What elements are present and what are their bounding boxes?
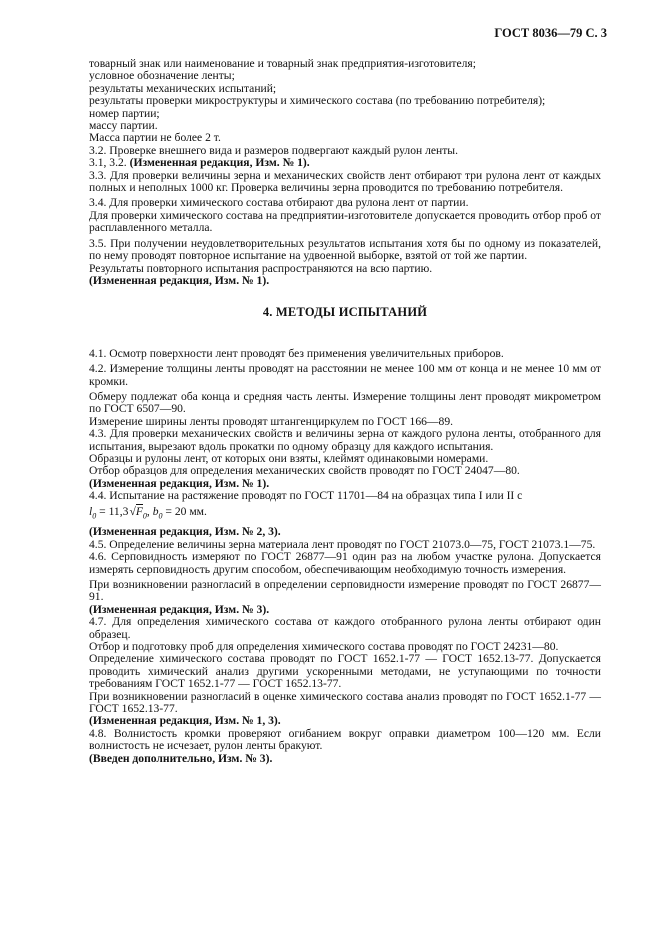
- edit-note-4-6: (Измененная редакция, Изм. № 3).: [89, 602, 270, 616]
- edit-note-4-7: (Измененная редакция, Изм. № 1, 3).: [89, 714, 281, 728]
- line-designation: условное обозначение ленты;: [89, 69, 235, 83]
- paragraph-4-7-c: Определение химического состава проводят по ГОСТ 1652.1-77 — ГОСТ 1652.13-77. Допускается проводить химический анализ другими ускоренными методами, не уступающими по точности требованиям ГОСТ 1652.1-77 — ГОСТ 1652.13-77.: [89, 652, 601, 691]
- edit-note: (Измененная редакция, Изм. № 1).: [129, 156, 310, 170]
- paragraph-4-3: 4.3. Для проверки механических свойств и величины зерна от каждого рулона ленты, отобранного для испытания, вырезают вдоль прокатки по одному образцу для каждого испытания.: [89, 427, 601, 453]
- formula-b: b: [152, 504, 159, 518]
- page-header: ГОСТ 8036—79 С. 3: [494, 26, 607, 40]
- page-body: [89, 58, 601, 765]
- edit-note-1: (Измененная редакция, Изм. № 1).: [89, 273, 270, 287]
- formula-sep: ,: [146, 504, 153, 518]
- paragraph-3-2: 3.2. Проверке внешнего вида и размеров подвергают каждый рулон ленты.: [89, 143, 458, 157]
- formula-b-sub: 0: [158, 510, 163, 520]
- paragraph-4-3-c: Отбор образцов для определения механических свойств проводят по ГОСТ 24047—80.: [89, 464, 520, 478]
- line-batch-number: номер партии;: [89, 106, 160, 120]
- paragraph-4-6-b: При возникновении разногласий в определении серповидности измерение проводят по ГОСТ 26877—91.: [89, 577, 601, 604]
- paragraph-3-1-edit: [89, 157, 601, 169]
- paragraph-3-5-b: Результаты повторного испытания распространяются на всю партию.: [89, 261, 433, 275]
- line-mech-results: результаты механических испытаний;: [89, 81, 277, 95]
- specimen-formula: [89, 506, 601, 523]
- formula-eq2: = 20 мм.: [162, 504, 207, 518]
- paragraph-4-7-d: При возникновении разногласий в оценке химического состава анализ проводят по ГОСТ 1652.1-77 — ГОСТ 1652.13-77.: [89, 689, 601, 715]
- line-trademark: товарный знак или наименование и товарный знак предприятия-изготовителя;: [89, 57, 476, 70]
- formula-l-sub: 0: [92, 510, 97, 520]
- edit-note-4-4: (Измененная редакция, Изм. № 2, 3).: [89, 525, 281, 539]
- paragraph-4-3-b: Образцы и рулоны лент, от которых они взяты, клеймят одинаковыми номерами.: [89, 451, 489, 465]
- paragraph-4-7-b: Отбор и подготовку проб для определения химического состава проводят по ГОСТ 24231—80.: [89, 639, 559, 653]
- line-microstructure: результаты проверки микроструктуры и химического состава (по требованию потребителя);: [89, 94, 546, 108]
- formula-radicand-sub: 0: [142, 510, 147, 520]
- paragraph-4-8: 4.8. Волнистость кромки проверяют огибанием вокруг оправки диаметром 100—120 мм. Если волнистость не исчезает, рулон ленты бракуют.: [89, 726, 601, 753]
- added-note-4-8: (Введен дополнительно, Изм. № 3).: [89, 751, 273, 765]
- edit-note-4-3: (Измененная редакция, Изм. № 1).: [89, 476, 270, 490]
- paragraph-4-4: 4.4. Испытание на растяжение проводят по ГОСТ 11701—84 на образцах типа I или II с: [89, 489, 523, 503]
- paragraph-3-4-b: Для проверки химического состава на предприятии-изготовителе допускается проводить отбор проб от расплавленного металла.: [89, 208, 601, 235]
- paragraph-4-2: 4.2. Измерение толщины ленты проводят на расстоянии не менее 100 мм от конца и не менее 10 мм от кромки.: [89, 362, 601, 388]
- paragraph-4-5: 4.5. Определение величины зерна материала лент проводят по ГОСТ 21073.0—75, ГОСТ 21073.1—75.: [89, 537, 596, 551]
- line-batch-mass: массу партии.: [89, 119, 158, 133]
- paragraph-3-5: 3.5. При получении неудовлетворительных результатов испытания хотя бы по одному из показателей, по нему проводят повторное испытание на удвоенной выборке, взятой от той же партии.: [89, 236, 601, 263]
- sqrt-icon: √: [129, 504, 136, 518]
- line-batch-limit: Масса партии не более 2 т.: [89, 131, 221, 145]
- formula-l: l: [89, 504, 93, 518]
- formula-radicand: F: [135, 504, 143, 518]
- paragraph-4-2-b: Обмеру подлежат оба конца и средняя часть ленты. Измерение толщины лент проводят микрометром по ГОСТ 6507—90.: [89, 389, 601, 416]
- formula-eq1: = 11,3: [96, 504, 129, 518]
- paragraph-3-3: 3.3. Для проверки величины зерна и механических свойств лент отбирают три рулона лент от каждых полных и неполных 1000 кг. Проверка величины зерна проводится по требованию потребителя.: [89, 168, 601, 195]
- paragraph-4-1: 4.1. Осмотр поверхности лент проводят без применения увеличительных приборов.: [89, 346, 504, 360]
- section-heading: 4. МЕТОДЫ ИСПЫТАНИЙ: [262, 305, 428, 320]
- edit-prefix: 3.1, 3.2.: [89, 156, 130, 170]
- paragraph-3-4: 3.4. Для проверки химического состава отбирают два рулона лент от партии.: [89, 196, 469, 210]
- paragraph-4-2-c: Измерение ширины ленты проводят штангенциркулем по ГОСТ 166—89.: [89, 414, 454, 428]
- paragraph-4-6: 4.6. Серповидность измеряют по ГОСТ 26877—91 один раз на любом участке рулона. Допускается измерять серповидность другим способом, обеспечивающим необходимую точность измерения.: [89, 550, 601, 576]
- paragraph-4-7: 4.7. Для определения химического состава от каждого отобранного рулона ленты отбирают один образец.: [89, 615, 601, 641]
